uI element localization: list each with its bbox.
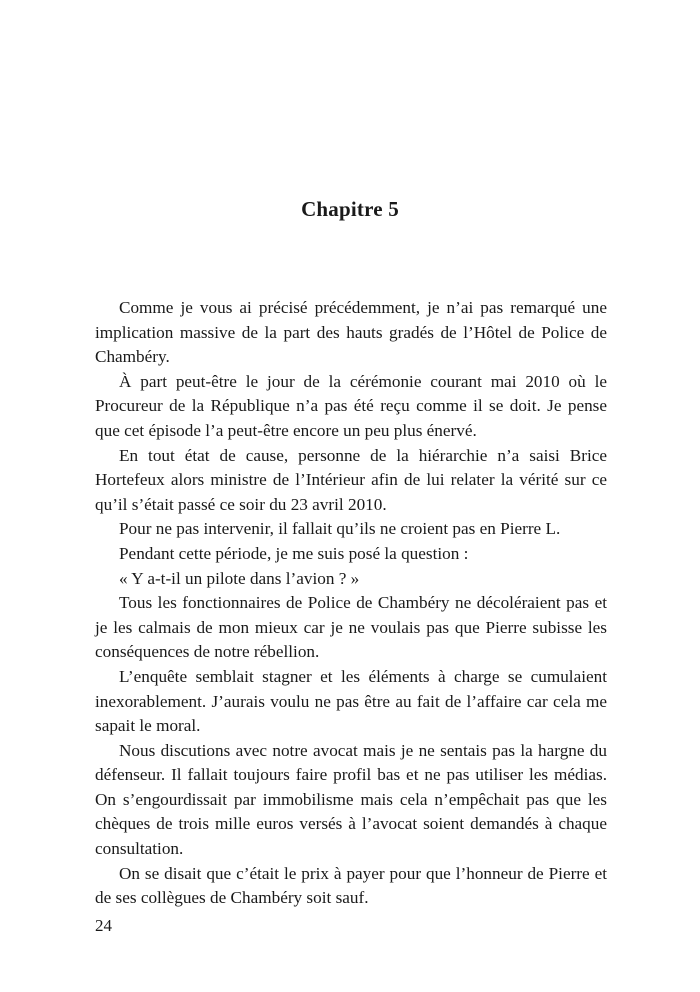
paragraph: On se disait que c’était le prix à payer pour que l’honneur de Pierre et de ses collègues de Chambéry soit sauf. <box>95 863 607 908</box>
paragraph: À part peut-être le jour de la cérémonie courant mai 2010 où le Procureur de la République n’a pas été reçu comme il se doit. Je pense que cet épisode l’a peut-être encore un peu plus énervé. <box>95 371 607 440</box>
paragraph: Comme je vous ai précisé précédemment, je n’ai pas remarqué une implication massive de la part des hauts gradés de l’Hôtel de Police de Chambéry. <box>95 298 607 367</box>
paragraph: Pendant cette période, je me suis posé la question : <box>119 543 469 563</box>
paragraph: Nous discutions avec notre avocat mais je ne sentais pas la hargne du défenseur. Il fallait toujours faire profil bas et ne pas utiliser les médias. On s’engourdissait par immobilisme mais cela n’empêchait pas que les chèques de trois mille euros versés à l’avocat soient demandés à chaque consultation. <box>95 740 607 859</box>
page-number: 24 <box>95 916 112 935</box>
paragraph: « Y a-t-il un pilote dans l’avion ? » <box>119 568 360 588</box>
paragraph: Tous les fonctionnaires de Police de Chambéry ne décoléraient pas et je les calmais de mon mieux car je ne voulais pas que Pierre subisse les conséquences de notre rébellion. <box>95 593 607 662</box>
paragraph: En tout état de cause, personne de la hiérarchie n’a saisi Brice Hortefeux alors ministre de l’Intérieur afin de lui relater la vérité sur ce qu’il s’était passé ce soir du 23 avril 2010. <box>95 445 607 514</box>
chapter-body <box>95 296 607 911</box>
chapter-title: Chapitre 5 <box>301 197 399 221</box>
paragraph: Pour ne pas intervenir, il fallait qu’ils ne croient pas en Pierre L. <box>119 519 561 539</box>
paragraph: L’enquête semblait stagner et les éléments à charge se cumulaient inexorablement. J’aurais voulu ne pas être au fait de l’affaire car cela me sapait le moral. <box>95 666 607 736</box>
